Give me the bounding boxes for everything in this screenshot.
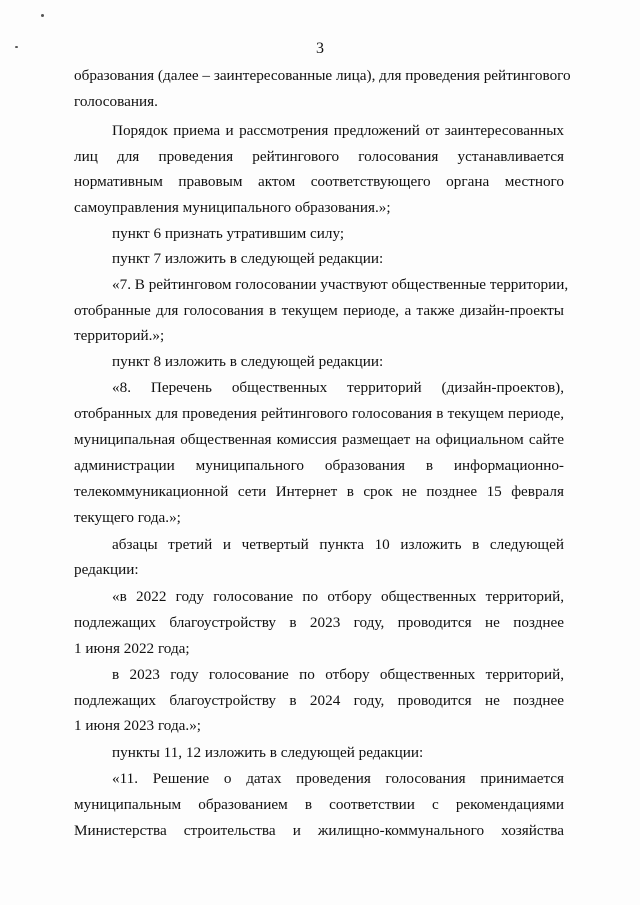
- text-line: «11. Решение о датах проведения голосования принимается: [112, 770, 564, 787]
- text-line: самоуправления муниципального образования.»;: [74, 199, 391, 216]
- text-line: подлежащих благоустройству в 2023 году, проводится не позднее: [74, 614, 564, 631]
- scan-speck: [41, 14, 44, 17]
- text-line: голосования.: [74, 93, 158, 110]
- text-line: Министерства строительства и жилищно-коммунального хозяйства: [74, 822, 564, 839]
- text-line: муниципальным образованием в соответствии с рекомендациями: [74, 796, 564, 813]
- text-line: «в 2022 году голосование по отбору общественных территорий,: [112, 588, 564, 605]
- text-line: пункт 7 изложить в следующей редакции:: [112, 250, 384, 267]
- text-line: в 2023 году голосование по отбору общественных территорий,: [112, 666, 564, 683]
- text-line: отобранные для голосования в текущем периоде, а также дизайн-проекты: [74, 302, 564, 319]
- text-line: подлежащих благоустройству в 2024 году, проводится не позднее: [74, 692, 564, 709]
- text-line: лиц для проведения рейтингового голосования устанавливается: [74, 148, 564, 165]
- text-line: администрации муниципального образования в информационно-: [74, 457, 564, 474]
- text-line: телекоммуникационной сети Интернет в срок не позднее 15 февраля: [74, 483, 564, 500]
- text-line: отобранных для проведения рейтингового голосования в текущем периоде,: [74, 405, 564, 422]
- text-line: 1 июня 2022 года;: [74, 640, 190, 657]
- text-line: редакции:: [74, 561, 139, 578]
- page-number: 3: [316, 40, 324, 57]
- text-line: «7. В рейтинговом голосовании участвуют общественные территории,: [112, 276, 569, 293]
- text-line: 1 июня 2023 года.»;: [74, 717, 202, 734]
- text-line: Порядок приема и рассмотрения предложений от заинтересованных: [112, 122, 564, 139]
- text-line: территорий.»;: [74, 327, 165, 344]
- text-line: абзацы третий и четвертый пункта 10 изложить в следующей: [112, 536, 564, 553]
- text-line: нормативным правовым актом соответствующего органа местного: [74, 173, 564, 190]
- text-line: «8. Перечень общественных территорий (дизайн-проектов),: [112, 379, 564, 396]
- text-line: текущего года.»;: [74, 509, 181, 526]
- text-line: пункт 6 признать утратившим силу;: [112, 225, 345, 242]
- text-line: пункты 11, 12 изложить в следующей редакции:: [112, 744, 424, 761]
- text-line: муниципальная общественная комиссия размещает на официальном сайте: [74, 431, 564, 448]
- text-line: пункт 8 изложить в следующей редакции:: [112, 353, 384, 370]
- text-line: образования (далее – заинтересованные лица), для проведения рейтингового: [74, 67, 571, 84]
